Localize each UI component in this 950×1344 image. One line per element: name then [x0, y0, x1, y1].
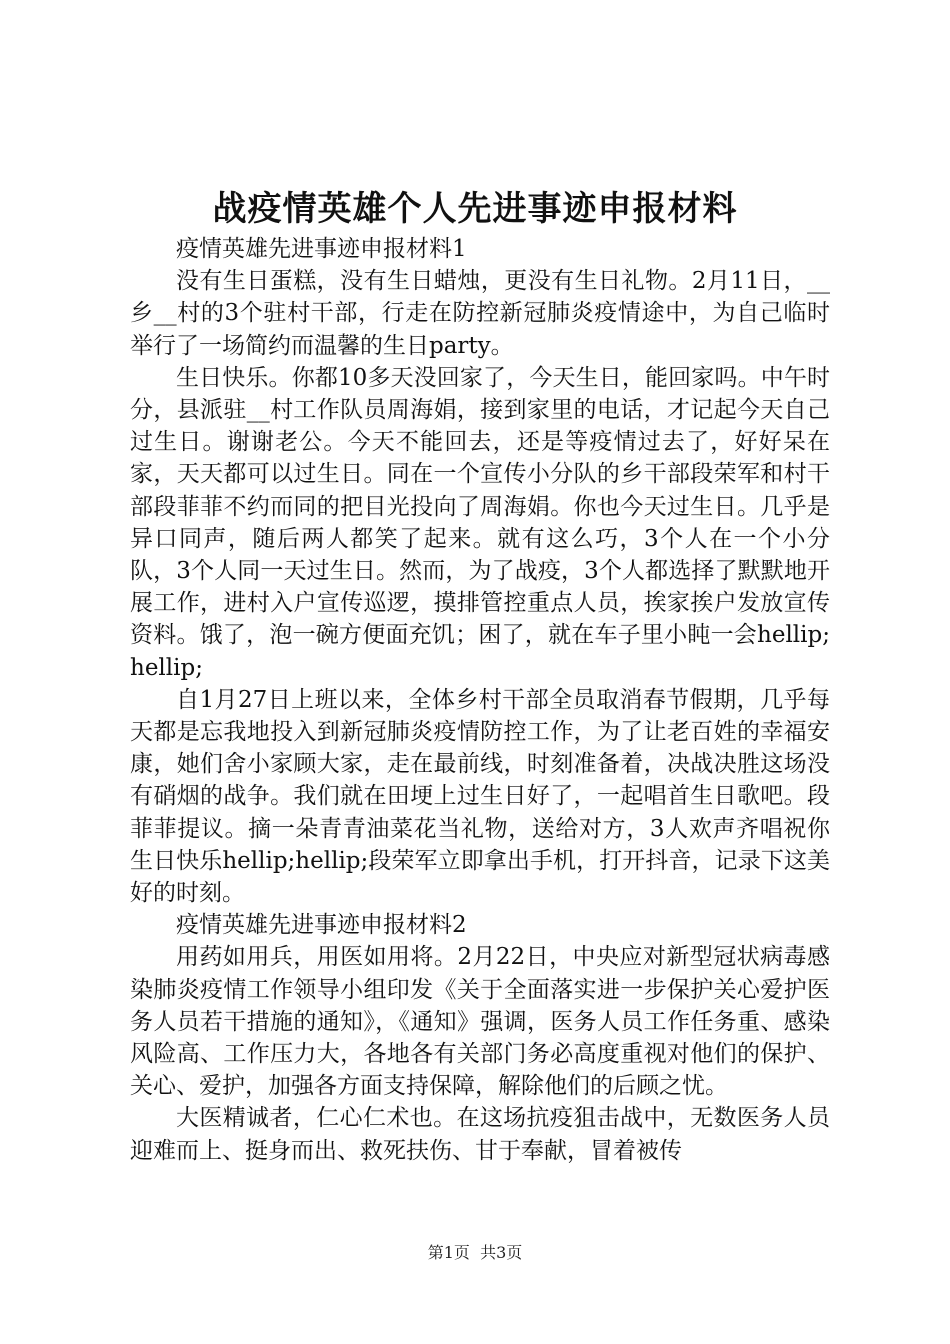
page-footer — [0, 1242, 950, 1264]
document-title: 战疫情英雄个人先进事迹申报材料 — [212, 189, 738, 229]
paragraph: 用药如用兵，用医如用将。2月22日，中央应对新型冠状病毒感染肺炎疫情工作领导小组印发《关于全面落实进一步保护关心爱护医务人员若干措施的通知》，《通知》强调，医务人员工作任务重、感染风险高、工作压力大，各地各有关部门务必高度重视对他们的保护、关心、爱护，加强各方面支持保障，解除他们的后顾之忧。 — [130, 944, 830, 1100]
paragraph: 自1月27日上班以来，全体乡村干部全员取消春节假期，几乎每天都是忘我地投入到新冠肺炎疫情防控工作，为了让老百姓的幸福安康，她们舍小家顾大家，走在最前线，时刻准备着，决战决胜这场没有硝烟的战争。我们就在田埂上过生日好了，一起唱首生日歌吧。段菲菲提议。摘一朵青青油菜花当礼物，送给对方，3人欢声齐唱祝你生日快乐hellip;hellip;段荣军立即拿出手机，打开抖音，记录下这美好的时刻。 — [130, 686, 830, 907]
page-total: 共3页 — [480, 1243, 523, 1262]
document-body — [130, 233, 830, 1167]
page-number: 第1页 — [427, 1243, 470, 1262]
paragraph: 生日快乐。你都10多天没回家了，今天生日，能回家吗。中午时分，县派驻__村工作队员周海娟，接到家里的电话，才记起今天自己过生日。谢谢老公。今天不能回去，还是等疫情过去了，好好呆在家，天天都可以过生日。同在一个宣传小分队的乡干部段荣军和村干部段菲菲不约而同的把目光投向了周海娟。你也今天过生日。几乎是异口同声，随后两人都笑了起来。就有这么巧，3个人在一个小分队，3个人同一天过生日。然而，为了战疫，3个人都选择了默默地开展工作，进村入户宣传巡逻，摸排管控重点人员，挨家挨户发放宣传资料。饿了，泡一碗方便面充饥；困了，就在车子里小盹一会hellip;hellip; — [130, 364, 830, 681]
paragraph: 没有生日蛋糕，没有生日蜡烛，更没有生日礼物。2月11日，__乡__村的3个驻村干部，行走在防控新冠肺炎疫情途中，为自己临时举行了一场简约而温馨的生日party。 — [130, 268, 830, 359]
paragraph: 大医精诚者，仁心仁术也。在这场抗疫狙击战中，无数医务人员迎难而上、挺身而出、救死扶伤、甘于奉献，冒着被传 — [130, 1105, 830, 1164]
section-heading-2: 疫情英雄先进事迹申报材料2 — [176, 912, 467, 939]
section-heading-1: 疫情英雄先进事迹申报材料1 — [176, 236, 467, 262]
footer-separator — [470, 1243, 480, 1262]
